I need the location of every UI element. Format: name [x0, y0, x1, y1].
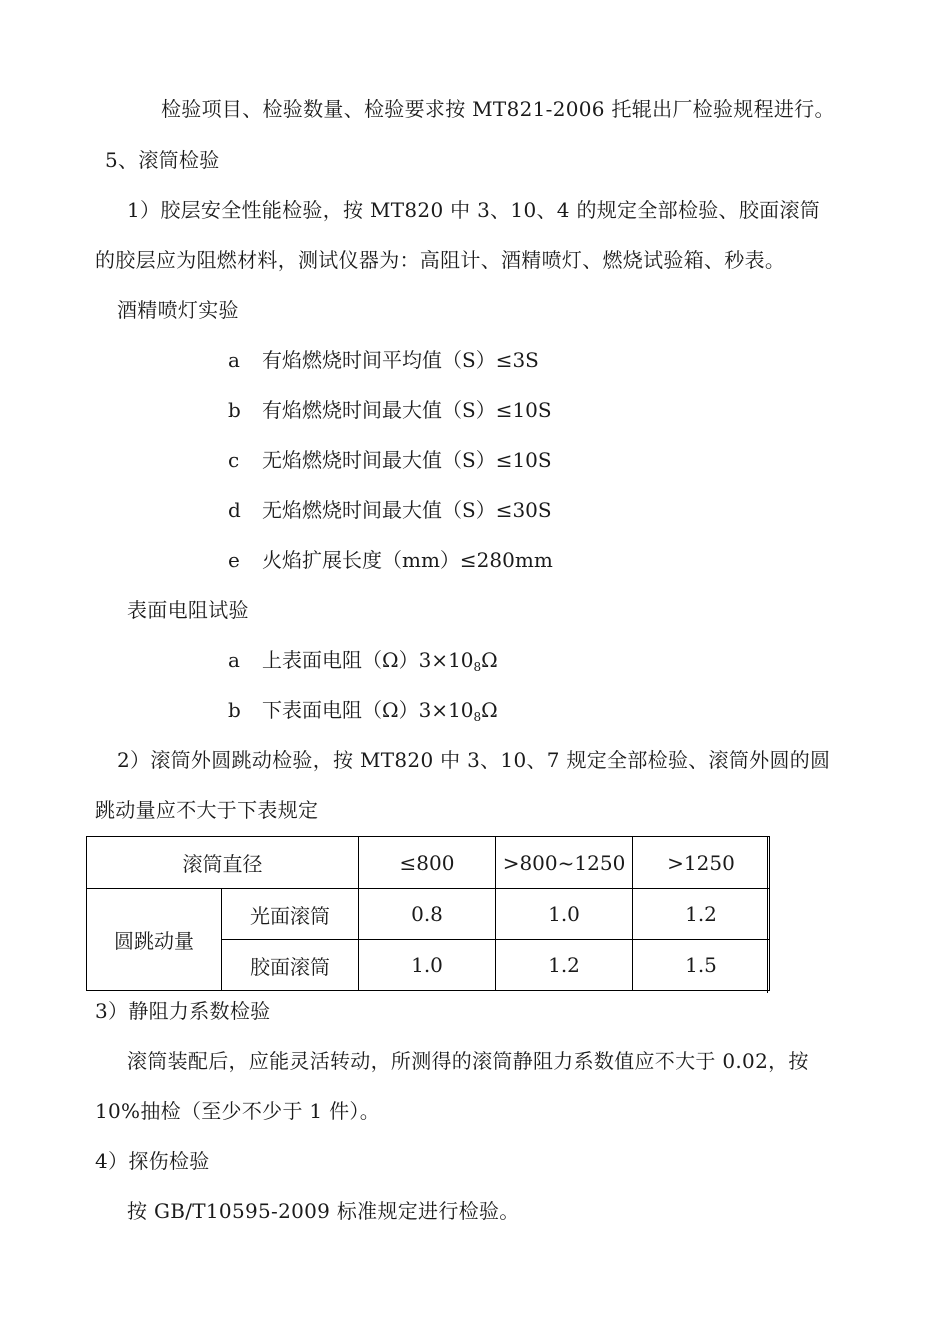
section-heading-static-resistance: 3）静阻力系数检验	[95, 999, 271, 1023]
unit-ohm: Ω	[481, 698, 498, 722]
list-item-letter: a	[228, 648, 240, 672]
runout-table	[86, 836, 770, 991]
table-row-label: 胶面滚筒	[222, 940, 359, 991]
paragraph-runout-line1: 2）滚筒外圆跳动检验，按 MT820 中 3、10、7 规定全部检验、滚筒外圆的圆	[117, 748, 831, 772]
paragraph-static-resistance-line2: 10%抽检（至少不少于 1 件）。	[95, 1099, 380, 1123]
list-item-letter: d	[228, 498, 241, 522]
table-header-cell: >800~1250	[496, 837, 633, 889]
table-row-group-label: 圆跳动量	[87, 889, 222, 991]
subheading-alcohol-burner-test: 酒精喷灯实验	[117, 298, 239, 322]
exponent: 8	[473, 660, 482, 674]
table-cell: 1.2	[496, 940, 633, 991]
list-item-letter: b	[228, 698, 241, 722]
list-item-text	[262, 696, 498, 727]
resistance-text: 下表面电阻（Ω）3×10	[262, 698, 474, 722]
table-cell: 1.5	[633, 940, 770, 991]
paragraph-runout-line2: 跳动量应不大于下表规定	[95, 798, 319, 822]
table-cell: 1.2	[633, 889, 770, 940]
paragraph-rubber-safety-line1: 1）胶层安全性能检验，按 MT820 中 3、10、4 的规定全部检验、胶面滚筒	[127, 198, 821, 222]
table-cell: 1.0	[359, 940, 496, 991]
table-header-cell: ≤800	[359, 837, 496, 889]
table-header-row	[87, 837, 770, 889]
table-header-cell: 滚筒直径	[87, 837, 359, 889]
section-heading-drum-inspection: 5、滚筒检验	[105, 148, 220, 172]
list-item-letter: c	[228, 448, 240, 472]
section-heading-flaw-detection: 4）探伤检验	[95, 1149, 210, 1173]
list-item-text: 有焰燃烧时间平均值（S）≤3S	[262, 348, 539, 372]
subheading-surface-resistance-test: 表面电阻试验	[127, 598, 249, 622]
resistance-text: 上表面电阻（Ω）3×10	[262, 648, 474, 672]
paragraph-rubber-safety-line2: 的胶层应为阻燃材料，测试仪器为：高阻计、酒精喷灯、燃烧试验箱、秒表。	[95, 248, 786, 272]
list-item-letter: a	[228, 348, 240, 372]
list-item-text: 无焰燃烧时间最大值（S）≤10S	[262, 448, 552, 472]
unit-ohm: Ω	[481, 648, 498, 672]
list-item-text: 有焰燃烧时间最大值（S）≤10S	[262, 398, 552, 422]
table-cell: 0.8	[359, 889, 496, 940]
list-item-text: 火焰扩展长度（mm）≤280mm	[262, 548, 553, 572]
table-header-cell: >1250	[633, 837, 770, 889]
table-border-rule	[767, 836, 768, 993]
list-item-letter: e	[228, 548, 240, 572]
table-row	[87, 889, 770, 940]
exponent: 8	[473, 710, 482, 724]
paragraph-flaw-detection: 按 GB/T10595-2009 标准规定进行检验。	[127, 1199, 520, 1223]
list-item-letter: b	[228, 398, 241, 422]
table-cell: 1.0	[496, 889, 633, 940]
paragraph-static-resistance-line1: 滚筒装配后，应能灵活转动，所测得的滚筒静阻力系数值应不大于 0.02，按	[127, 1049, 809, 1073]
list-item-text	[262, 646, 498, 677]
table-row-label: 光面滚筒	[222, 889, 359, 940]
list-item-text: 无焰燃烧时间最大值（S）≤30S	[262, 498, 552, 522]
paragraph-inspection-items: 检验项目、检验数量、检验要求按 MT821-2006 托辊出厂检验规程进行。	[161, 97, 835, 121]
